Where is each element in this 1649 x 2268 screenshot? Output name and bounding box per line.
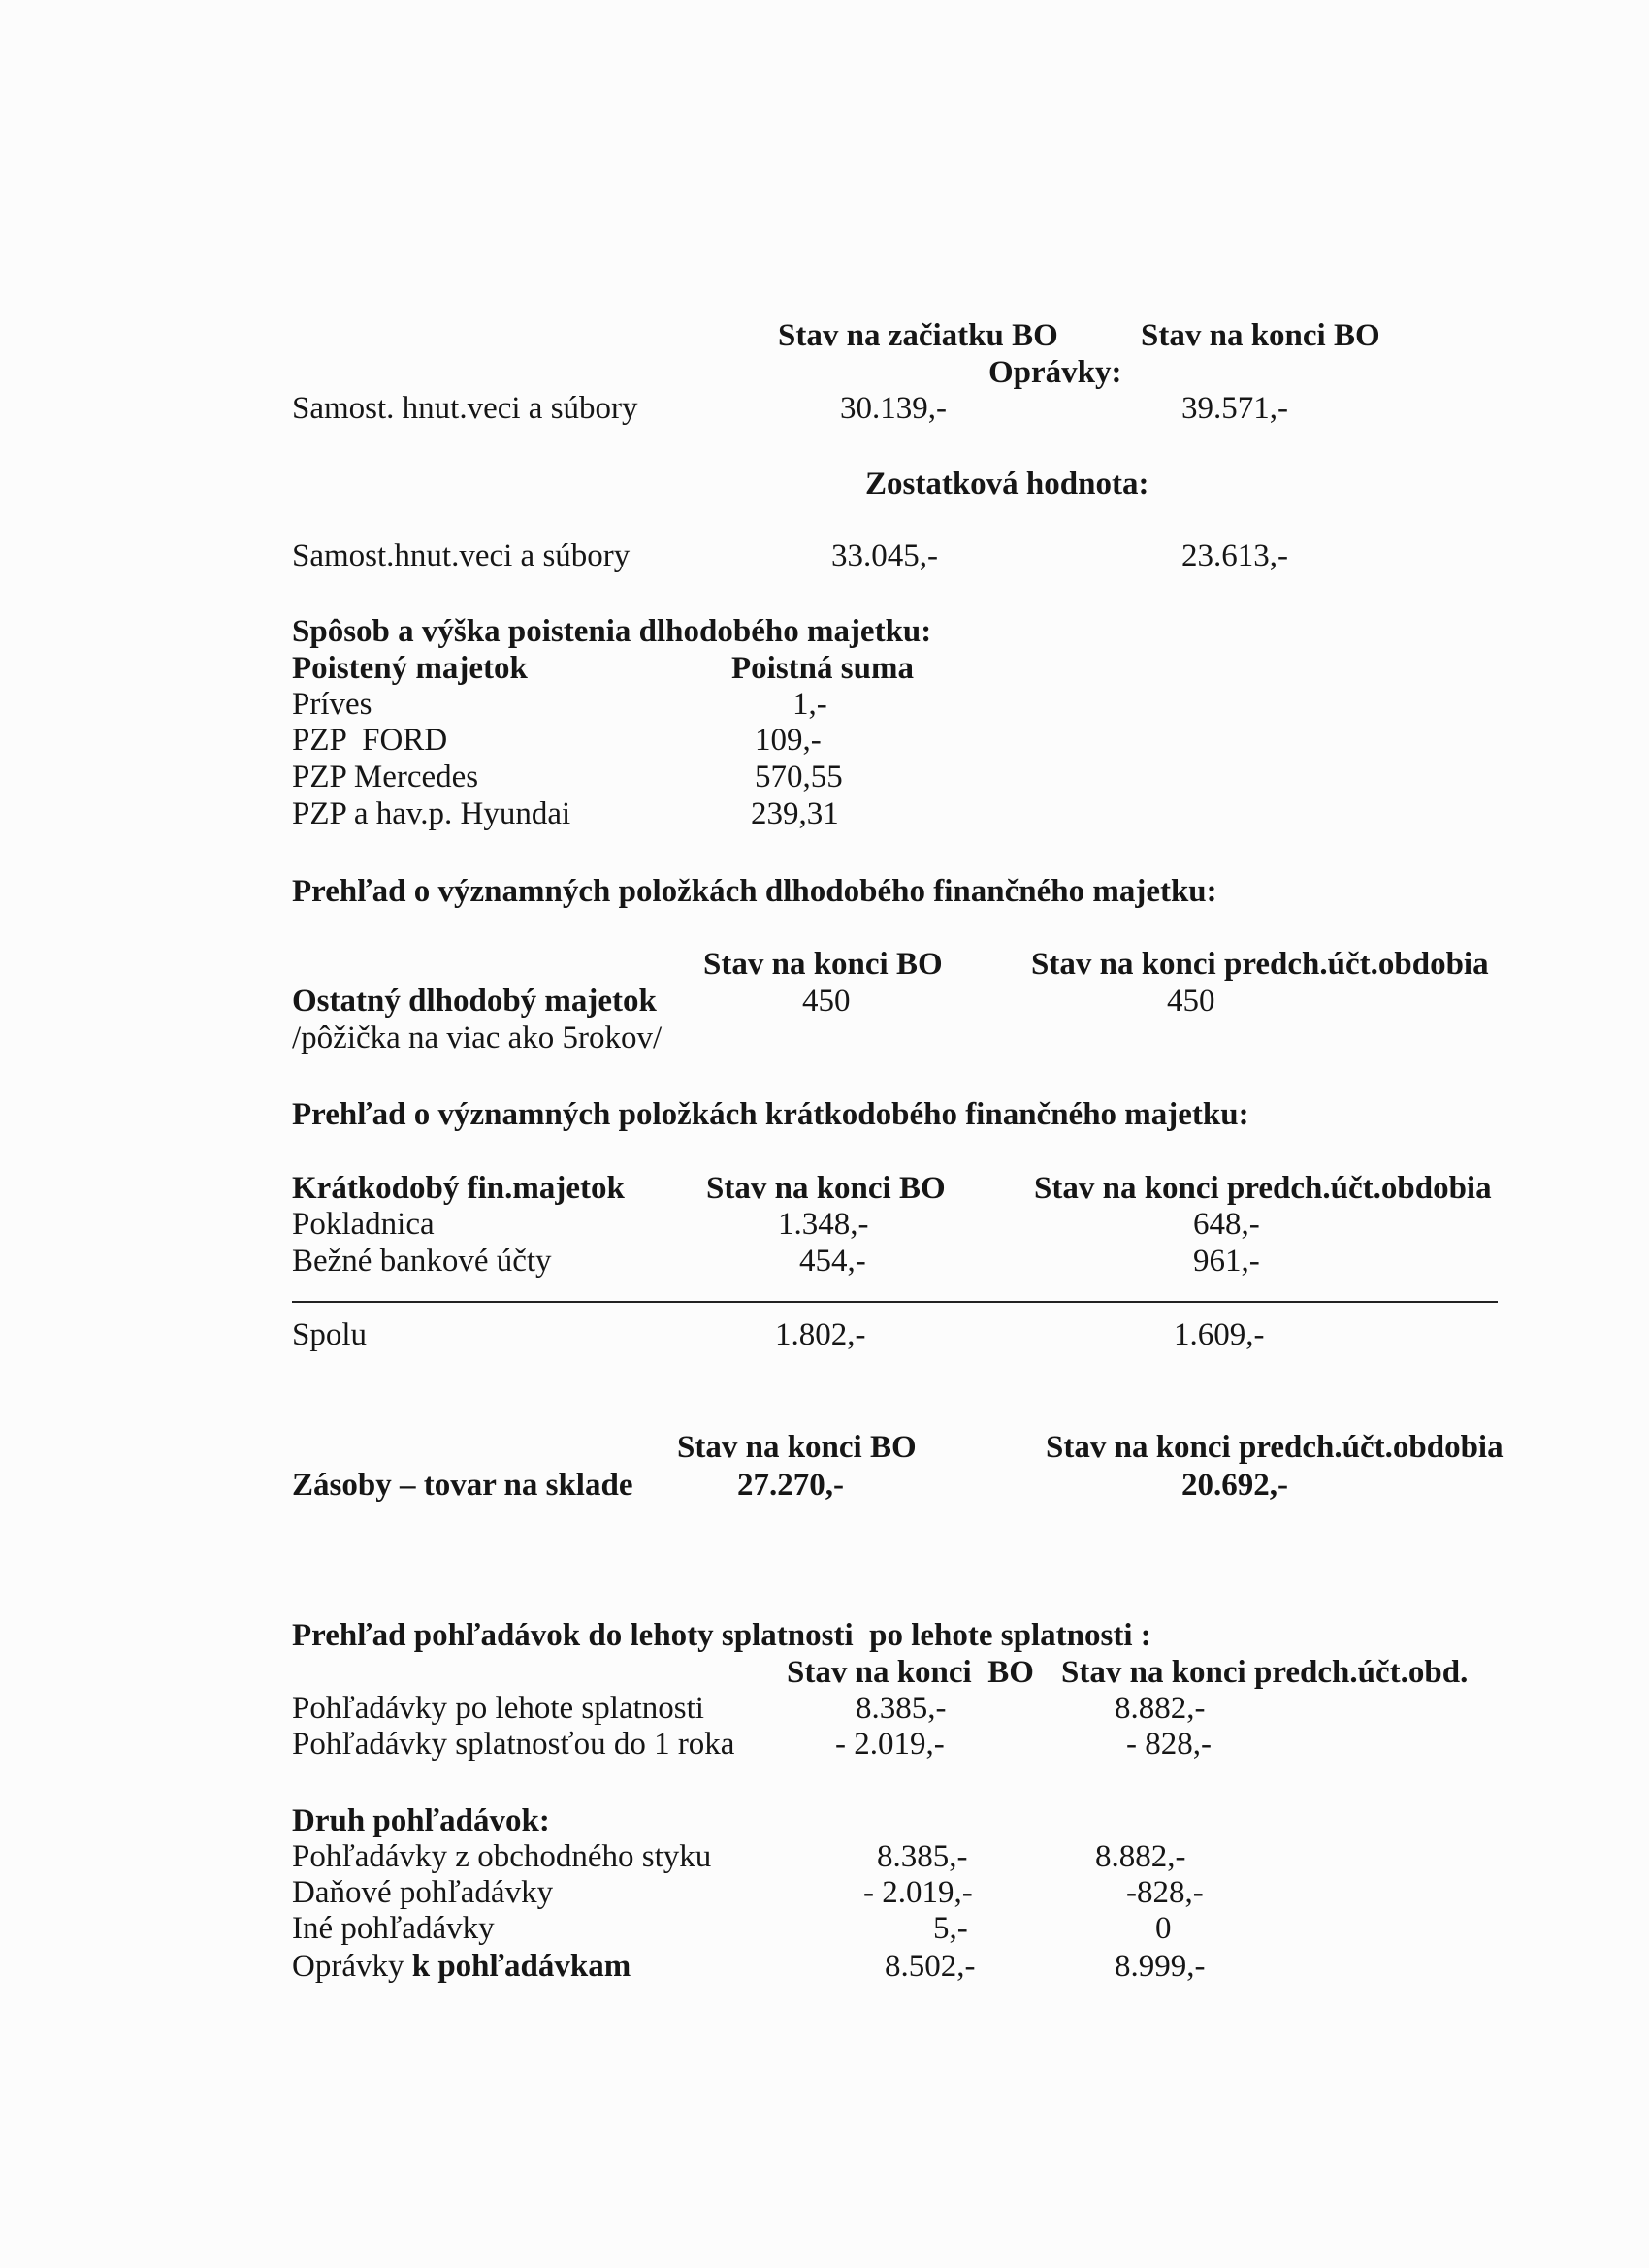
insurance-row-sum: 109,- [755,723,822,758]
receivables-row-label: Pohľadávky po lehote splatnosti [292,1691,704,1726]
insurance-row-sum: 239,31 [751,796,839,831]
receivables-col-current: Stav na konci BO [787,1655,1034,1690]
insurance-row-asset: Príves [292,687,372,722]
divider-line [292,1301,1498,1303]
short-term-row-current: 1.348,- [778,1207,869,1242]
insurance-row-asset: PZP Mercedes [292,760,479,794]
receivable-types-row-label: Iné pohľadávky [292,1911,495,1946]
residual-heading: Zostatková hodnota: [865,467,1149,502]
receivable-types-row-previous: 0 [1155,1911,1172,1946]
depreciation-row-label: Samost. hnut.veci a súbory [292,391,638,426]
short-term-col-label: Krátkodobý fin.majetok [292,1171,625,1206]
depreciation-col-end: Stav na konci BO [1141,318,1380,353]
inventory-row-previous: 20.692,- [1181,1468,1288,1503]
receivables-row-current: 8.385,- [856,1691,947,1726]
allowance-row-current: 8.502,- [885,1949,976,1984]
long-term-row-previous: 450 [1167,984,1215,1019]
residual-row-label: Samost.hnut.veci a súbory [292,538,630,573]
insurance-row-asset: PZP a hav.p. Hyundai [292,796,571,831]
short-term-row-label: Bežné bankové účty [292,1244,552,1279]
long-term-row-note: /pôžička na viac ako 5rokov/ [292,1021,663,1055]
insurance-row-sum: 570,55 [755,760,843,794]
short-term-row-current: 454,- [799,1244,866,1279]
insurance-row-sum: 1,- [792,687,827,722]
short-term-row-previous: 961,- [1193,1244,1260,1279]
inventory-col-current: Stav na konci BO [677,1430,917,1465]
inventory-col-previous: Stav na konci predch.účt.obdobia [1046,1430,1504,1465]
receivable-types-row-previous: -828,- [1126,1875,1204,1910]
receivable-types-row-current: 5,- [933,1911,968,1946]
long-term-row-label: Ostatný dlhodobý majetok [292,984,657,1019]
inventory-row-label: Zásoby – tovar na sklade [292,1468,633,1503]
receivables-col-previous: Stav na konci predch.účt.obd. [1061,1655,1469,1690]
short-term-total-previous: 1.609,- [1174,1317,1265,1352]
long-term-title: Prehľad o významných položkách dlhodobého finančného majetku: [292,874,1217,909]
allowance-row-label [292,1948,630,1985]
insurance-title: Spôsob a výška poistenia dlhodobého majetku: [292,614,932,649]
short-term-row-label: Pokladnica [292,1207,435,1242]
receivable-types-title: Druh pohľadávok: [292,1803,550,1838]
long-term-col-current: Stav na konci BO [703,947,943,982]
allowance-label-regular: Oprávky [292,1949,404,1984]
short-term-total-label: Spolu [292,1317,368,1352]
long-term-col-previous: Stav na konci predch.účt.obdobia [1031,947,1489,982]
receivables-row-label: Pohľadávky splatnosťou do 1 roka [292,1727,735,1762]
short-term-col-previous: Stav na konci predch.účt.obdobia [1034,1171,1492,1206]
short-term-col-current: Stav na konci BO [706,1171,946,1206]
inventory-row-current: 27.270,- [737,1468,844,1503]
receivable-types-row-label: Daňové pohľadávky [292,1875,554,1910]
short-term-row-previous: 648,- [1193,1207,1260,1242]
receivable-types-row-label: Pohľadávky z obchodného styku [292,1839,712,1874]
allowance-row-previous: 8.999,- [1115,1949,1206,1984]
receivables-row-current: - 2.019,- [835,1727,945,1762]
receivable-types-row-current: - 2.019,- [863,1875,973,1910]
receivable-types-row-current: 8.385,- [877,1839,968,1874]
depreciation-col-start: Stav na začiatku BO [778,318,1058,353]
short-term-title: Prehľad o významných položkách krátkodobého finančného majetku: [292,1097,1249,1132]
insurance-col-asset: Poistený majetok [292,651,528,686]
depreciation-heading: Oprávky: [988,355,1122,390]
receivable-types-row-previous: 8.882,- [1095,1839,1186,1874]
insurance-row-asset: PZP FORD [292,723,448,758]
long-term-row-current: 450 [802,984,851,1019]
short-term-total-current: 1.802,- [775,1317,866,1352]
receivables-title: Prehľad pohľadávok do lehoty splatnosti po lehote splatnosti : [292,1618,1151,1653]
allowance-label-bold: k pohľadávkam [411,1949,631,1984]
residual-row-start: 33.045,- [831,538,938,573]
receivables-row-previous: 8.882,- [1115,1691,1206,1726]
depreciation-row-start: 30.139,- [840,391,947,426]
depreciation-row-end: 39.571,- [1181,391,1288,426]
insurance-col-sum: Poistná suma [731,651,914,686]
residual-row-end: 23.613,- [1181,538,1288,573]
receivables-row-previous: - 828,- [1126,1727,1212,1762]
